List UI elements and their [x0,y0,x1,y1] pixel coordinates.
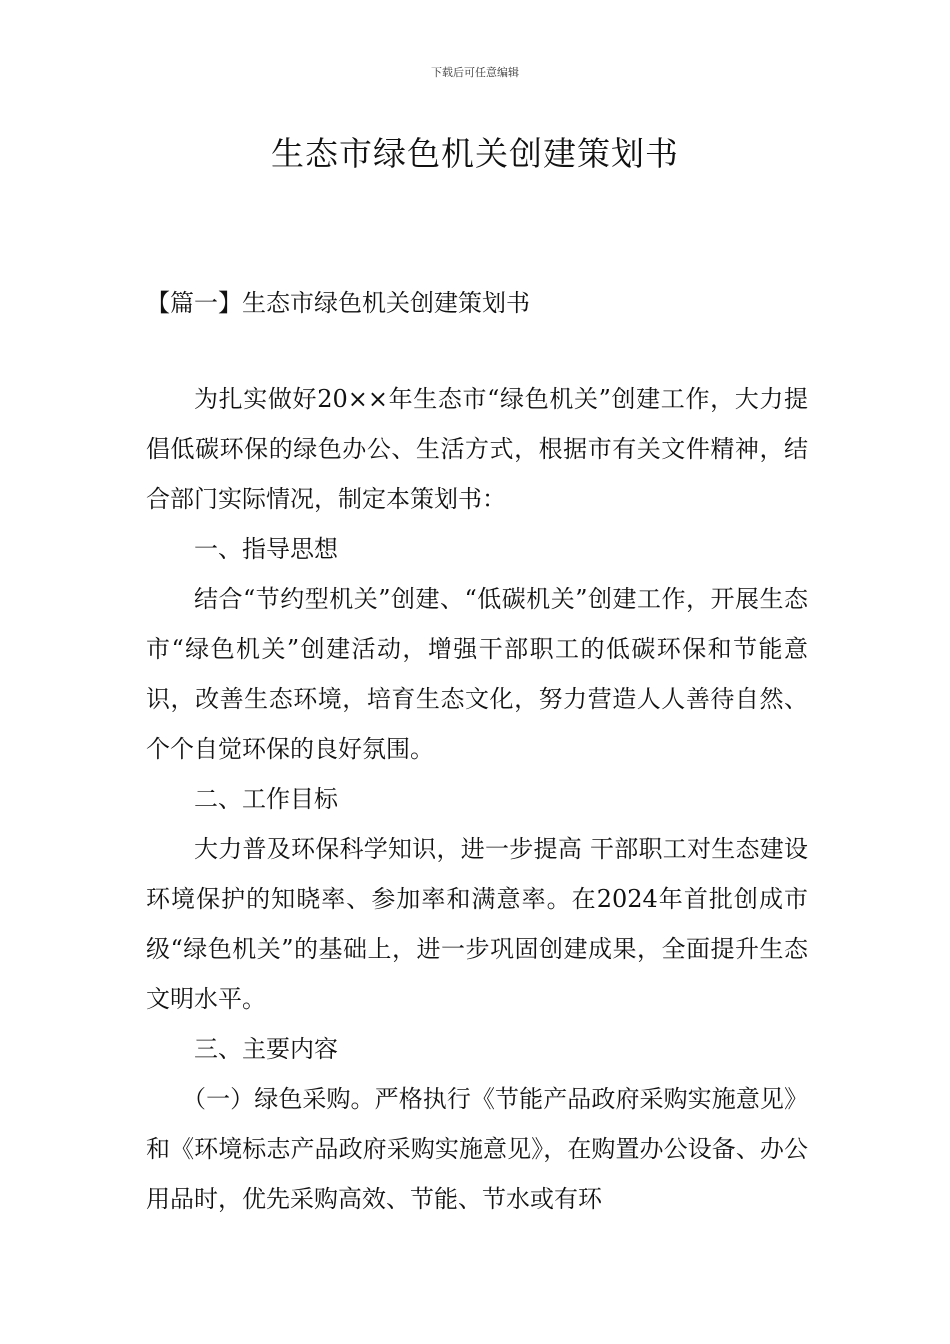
heading-guiding-ideology: 一、指导思想 [194,535,338,563]
document-title: 生态市绿色机关创建策划书 [271,134,679,173]
work-goals-paragraph: 大力普及环保科学知识，进一步提高 干部职工对生态建设环境保护的知晓率、参加率和满意率。在2024年首批创成市级“绿色机关”的基础上，进一步巩固创建成果，全面提升生态文明水平。 [146,835,808,1013]
heading-main-content: 三、主要内容 [194,1035,338,1063]
document-body [146,374,808,1224]
header-note: 下载后可任意编辑 [431,66,519,79]
heading-work-goals: 二、工作目标 [194,785,338,813]
guiding-ideology-paragraph: 结合“节约型机关”创建、“低碳机关”创建工作，开展生态市“绿色机关”创建活动，增强干部职工的低碳环保和节能意识，改善生态环境，培育生态文化，努力营造人人善待自然、个个自觉环保的良好氛围。 [146,585,808,763]
intro-paragraph: 为扎实做好20××年生态市“绿色机关”创建工作，大力提倡低碳环保的绿色办公、生活方式，根据市有关文件精神，结合部门实际情况，制定本策划书： [146,385,808,513]
section-heading: 【篇一】生态市绿色机关创建策划书 [146,289,530,317]
green-procurement-paragraph: （一）绿色采购。严格执行《节能产品政府采购实施意见》和《环境标志产品政府采购实施意见》，在购置办公设备、办公用品时，优先采购高效、节能、节水或有环 [146,1085,808,1213]
